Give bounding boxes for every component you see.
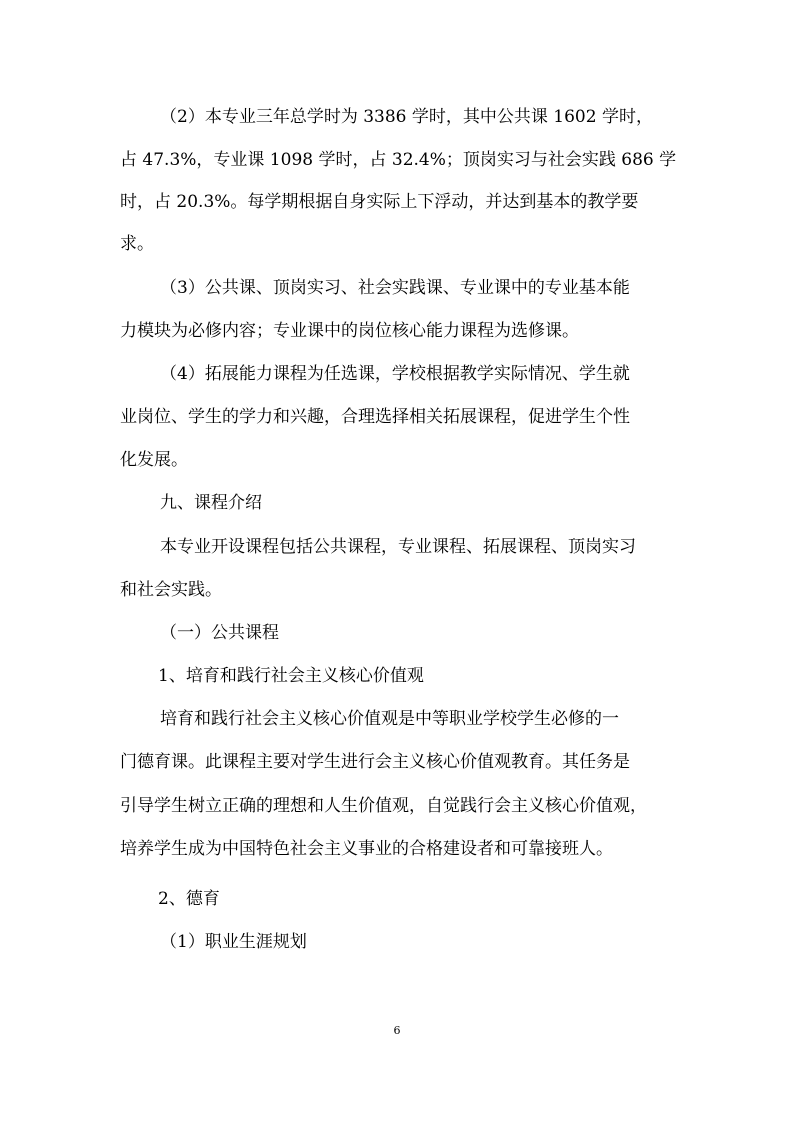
text-line-p4-3: 化发展。 [120, 450, 188, 470]
section-heading-course-intro: 九、课程介绍 [160, 493, 262, 513]
page-number: 6 [393, 1024, 401, 1037]
text-line-intro-1: 本专业开设课程包括公共课程，专业课程、拓展课程、顶岗实习 [160, 537, 636, 557]
subheading-public-courses: （一）公共课程 [160, 623, 279, 643]
text-line-p4-2: 业岗位、学生的学力和兴趣，合理选择相关拓展课程，促进学生个性 [120, 407, 630, 427]
text-line-core-3: 引导学生树立正确的理想和人生价值观，自觉践行会主义核心价值观， [120, 796, 647, 816]
text-line-p3-2: 力模块为必修内容；专业课中的岗位核心能力课程为选修课。 [120, 321, 579, 341]
text-line-p4-1: （4）拓展能力课程为任选课，学校根据教学实际情况、学生就 [160, 364, 630, 384]
text-line-p3-1: （3）公共课、顶岗实习、社会实践课、专业课中的专业基本能 [160, 278, 630, 298]
text-line-p2-1: （2）本专业三年总学时为 3386 学时，其中公共课 1602 学时， [160, 107, 653, 127]
text-line-core-4: 培养学生成为中国特色社会主义事业的合格建设者和可靠接班人。 [120, 839, 613, 859]
text-line-p2-4: 求。 [120, 234, 154, 254]
text-line-p2-2: 占 47.3%，专业课 1098 学时，占 32.4%；顶岗实习与社会实践 686 学 [120, 150, 677, 170]
subheading-moral-education: 2、德育 [158, 889, 220, 909]
text-line-intro-2: 和社会实践。 [120, 580, 222, 600]
text-line-core-2: 门德育课。此课程主要对学生进行会主义核心价值观教育。其任务是 [120, 752, 630, 772]
text-line-p2-3: 时，占 20.3%。每学期根据自身实际上下浮动，并达到基本的教学要 [120, 192, 639, 212]
text-line-core-1: 培育和践行社会主义核心价值观是中等职业学校学生必修的一 [160, 709, 619, 729]
subheading-career-planning: （1）职业生涯规划 [160, 932, 307, 952]
subheading-core-values: 1、培育和践行社会主义核心价值观 [158, 666, 424, 686]
